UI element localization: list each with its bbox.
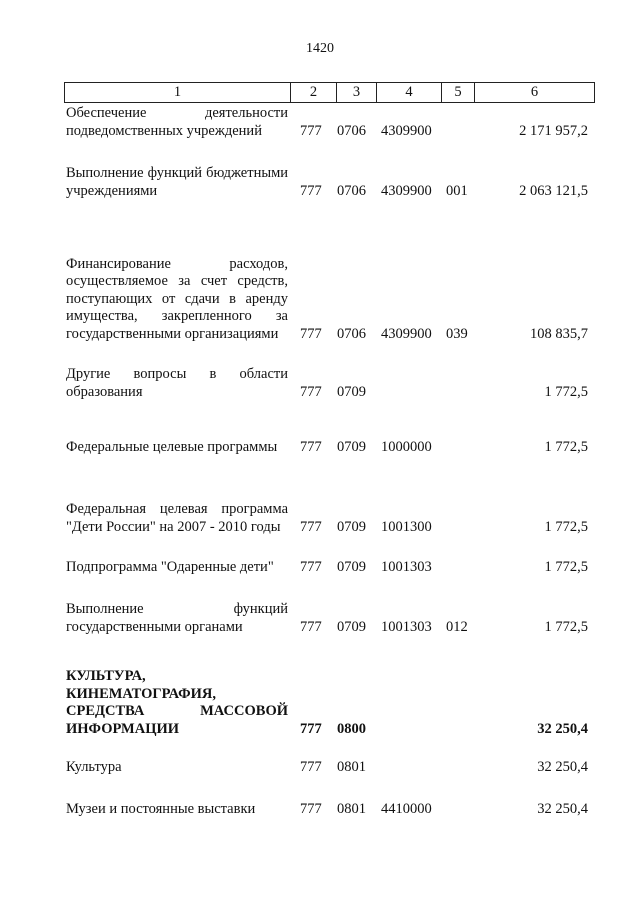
row-col-3: 0801 <box>337 758 366 775</box>
table-row <box>66 105 588 140</box>
row-col-3: 0800 <box>337 720 366 737</box>
header-col-6: 6 <box>530 84 539 100</box>
row-name: Музеи и постоянные выставки <box>66 800 256 817</box>
row-name: Федеральные целевые программы <box>66 438 278 455</box>
row-amount: 2 171 957,2 <box>519 122 588 139</box>
table-row <box>66 601 588 636</box>
table-header <box>64 82 595 103</box>
row-amount: 2 063 121,5 <box>519 182 588 199</box>
row-amount: 1 772,5 <box>544 618 588 635</box>
table-row <box>66 668 588 738</box>
row-col-3: 0709 <box>337 558 366 575</box>
row-name: Финансирование расходов, осуществляемое за счет средств, поступающих от сдачи в аренду имущества, закрепленного за государственными организациями <box>66 255 288 342</box>
header-col-1: 1 <box>65 83 291 102</box>
row-col-2: 777 <box>300 758 322 775</box>
row-col-2: 777 <box>300 720 322 737</box>
row-col-4: 4309900 <box>381 182 432 199</box>
row-col-4: 4410000 <box>381 800 432 817</box>
row-col-2: 777 <box>300 438 322 455</box>
table-row <box>66 758 588 776</box>
row-name: КУЛЬТУРА, КИНЕМАТОГРАФИЯ, СРЕДСТВА МАССОВОЙ ИНФОРМАЦИИ <box>66 668 288 737</box>
row-name: Выполнение функций бюджетными учреждениями <box>66 165 288 199</box>
row-col-3: 0709 <box>337 518 366 535</box>
row-col-3: 0709 <box>337 438 366 455</box>
table-row <box>66 800 588 818</box>
row-amount: 32 250,4 <box>537 758 588 775</box>
row-col-3: 0709 <box>337 383 366 400</box>
row-col-3: 0706 <box>337 325 366 342</box>
row-col-5: 012 <box>446 618 468 635</box>
table-row <box>66 255 588 343</box>
row-col-2: 777 <box>300 383 322 400</box>
row-col-4: 4309900 <box>381 325 432 342</box>
row-col-5: 001 <box>446 182 468 199</box>
row-col-4: 1001303 <box>381 558 432 575</box>
row-col-2: 777 <box>300 325 322 342</box>
row-col-2: 777 <box>300 518 322 535</box>
header-col-5: 5 <box>442 83 475 102</box>
table-row <box>66 558 588 576</box>
row-col-2: 777 <box>300 182 322 199</box>
row-amount: 1 772,5 <box>544 383 588 400</box>
row-col-3: 0706 <box>337 122 366 139</box>
row-col-4: 1001300 <box>381 518 432 535</box>
row-name: Федеральная целевая программа "Дети России" на 2007 - 2010 годы <box>66 501 288 535</box>
row-col-5: 039 <box>446 325 468 342</box>
row-amount: 32 250,4 <box>537 800 588 817</box>
row-amount: 108 835,7 <box>530 325 588 342</box>
row-col-2: 777 <box>300 618 322 635</box>
row-col-3: 0709 <box>337 618 366 635</box>
table-row <box>66 366 588 401</box>
row-name: Культура <box>66 758 122 775</box>
table-row <box>66 501 588 536</box>
row-name: Подпрограмма "Одаренные дети" <box>66 558 274 575</box>
row-col-4: 1001303 <box>381 618 432 635</box>
row-amount: 1 772,5 <box>544 518 588 535</box>
row-name: Выполнение функций государственными органами <box>66 601 288 635</box>
header-col-4: 4 <box>377 83 442 102</box>
row-col-2: 777 <box>300 558 322 575</box>
row-col-3: 0706 <box>337 182 366 199</box>
row-col-4: 4309900 <box>381 122 432 139</box>
row-col-2: 777 <box>300 122 322 139</box>
header-col-3: 3 <box>337 83 377 102</box>
row-col-2: 777 <box>300 800 322 817</box>
header-col-2: 2 <box>291 83 337 102</box>
page-number: 1420 <box>306 41 334 56</box>
row-amount: 32 250,4 <box>537 720 588 737</box>
row-amount: 1 772,5 <box>544 438 588 455</box>
table-row <box>66 165 588 200</box>
table-row <box>66 438 588 456</box>
row-col-4: 1000000 <box>381 438 432 455</box>
row-amount: 1 772,5 <box>544 558 588 575</box>
row-name: Другие вопросы в области образования <box>66 366 288 400</box>
row-col-3: 0801 <box>337 800 366 817</box>
row-name: Обеспечение деятельности подведомственных учреждений <box>66 105 288 139</box>
